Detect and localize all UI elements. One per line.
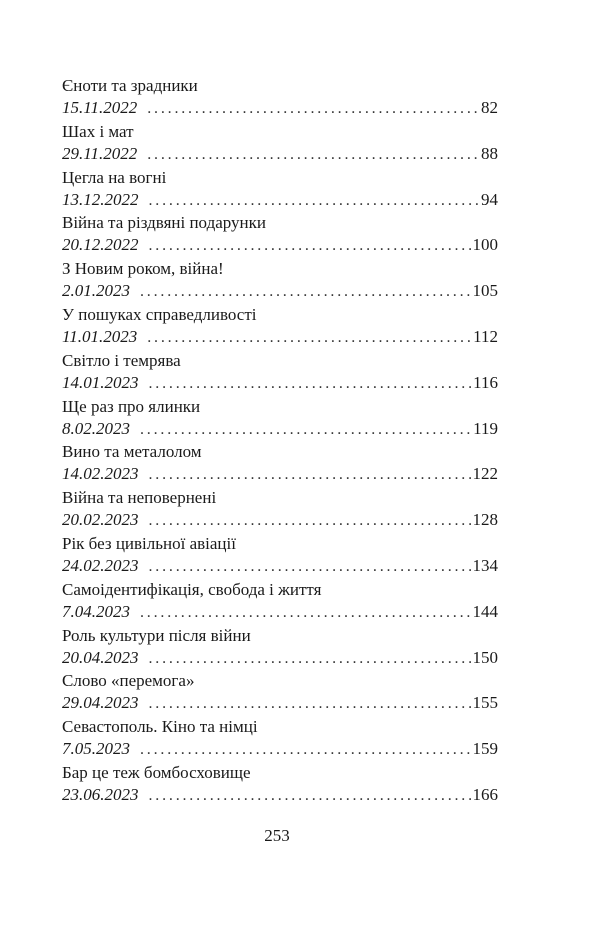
dot-leader — [147, 144, 479, 166]
dot-leader — [149, 556, 471, 578]
dot-leader — [149, 190, 480, 212]
entry-title: Шах і мат — [62, 121, 134, 141]
entry-page-number: 159 — [472, 739, 498, 759]
toc-entry — [62, 625, 498, 671]
dot-leader — [140, 739, 471, 761]
entry-page-number: 112 — [473, 326, 498, 346]
entry-page-number: 119 — [473, 418, 498, 438]
entry-title: Вино та металолом — [62, 442, 202, 462]
entry-title: Рік без цивільної авіації — [62, 533, 236, 553]
entry-page-number: 155 — [472, 693, 498, 713]
dot-leader — [149, 693, 471, 715]
entry-page-number: 116 — [473, 372, 498, 392]
entry-title: Самоідентифікація, свобода і життя — [62, 579, 322, 599]
dot-leader — [140, 281, 471, 303]
toc-entry — [62, 167, 498, 213]
entry-title: Ще раз про ялинки — [62, 396, 201, 416]
entry-page-number: 134 — [472, 555, 498, 575]
entry-date: 20.12.2022 — [62, 235, 139, 255]
entry-title: Світло і темрява — [62, 350, 181, 370]
entry-title: Слово «перемога» — [62, 671, 195, 691]
entry-date: 11.01.2023 — [62, 326, 138, 346]
entry-line — [62, 143, 498, 166]
toc-entry — [62, 533, 498, 579]
entry-date: 15.11.2022 — [62, 98, 138, 117]
entry-date: 7.04.2023 — [62, 601, 130, 621]
entry-date: 29.04.2023 — [62, 693, 139, 713]
entry-line — [62, 555, 498, 578]
entry-page-number: 144 — [472, 601, 498, 621]
entry-line — [62, 647, 498, 670]
entry-line — [62, 692, 498, 715]
dot-leader — [147, 98, 479, 120]
entry-date: 2.01.2023 — [62, 281, 130, 301]
toc-entry — [62, 121, 498, 167]
toc-entry — [62, 304, 498, 350]
entry-line — [62, 418, 498, 441]
entry-line — [62, 326, 498, 349]
dot-leader — [149, 510, 471, 532]
toc-entry — [62, 396, 498, 442]
dot-leader — [149, 464, 471, 486]
entry-title: У пошуках справедливості — [62, 304, 257, 324]
toc-entry — [62, 258, 498, 304]
dot-leader — [149, 235, 471, 257]
dot-leader — [140, 419, 471, 441]
entry-page-number: 82 — [481, 98, 498, 117]
entry-page-number: 100 — [472, 235, 498, 255]
entry-page-number: 122 — [472, 464, 498, 484]
entry-line — [62, 509, 498, 532]
toc-entry — [62, 75, 498, 121]
entry-date: 14.01.2023 — [62, 372, 139, 392]
entry-date: 20.04.2023 — [62, 647, 139, 667]
toc-entry — [62, 579, 498, 625]
toc-entry — [62, 762, 498, 808]
entry-line — [62, 97, 498, 120]
entry-title: Єноти та зрадники — [62, 76, 198, 95]
entry-page-number: 150 — [472, 647, 498, 667]
entry-title: Війна та неповернені — [62, 488, 217, 508]
toc-entry — [62, 350, 498, 396]
dot-leader — [149, 785, 471, 807]
toc-entry — [62, 212, 498, 258]
entry-date: 8.02.2023 — [62, 418, 130, 438]
entry-date: 7.05.2023 — [62, 739, 130, 759]
entry-page-number: 105 — [472, 281, 498, 301]
entry-date: 13.12.2022 — [62, 189, 139, 209]
entry-line — [62, 463, 498, 486]
page-number-footer: 253 — [264, 826, 290, 845]
entry-date: 29.11.2022 — [62, 143, 138, 163]
entry-title: Роль культури після війни — [62, 625, 251, 645]
entry-title: Цегла на вогні — [62, 167, 167, 187]
entry-title: Севастополь. Кіно та німці — [62, 717, 258, 737]
dot-leader — [140, 602, 471, 624]
entry-date: 20.02.2023 — [62, 510, 139, 530]
entry-date: 23.06.2023 — [62, 784, 139, 804]
entry-page-number: 94 — [481, 189, 498, 209]
entry-line — [62, 189, 498, 212]
dot-leader — [149, 648, 471, 670]
dot-leader — [147, 327, 471, 349]
toc-entry — [62, 716, 498, 762]
toc-entry — [62, 487, 498, 533]
toc-entry — [62, 441, 498, 487]
table-of-contents — [62, 75, 498, 808]
entry-date: 14.02.2023 — [62, 464, 139, 484]
entry-line — [62, 372, 498, 395]
entry-title: З Новим роком, війна! — [62, 259, 224, 279]
entry-title: Бар це теж бомбосховище — [62, 762, 251, 782]
entry-page-number: 128 — [472, 510, 498, 530]
entry-title: Війна та різдвяні подарунки — [62, 213, 266, 233]
entry-line — [62, 234, 498, 257]
entry-date: 24.02.2023 — [62, 555, 139, 575]
entry-page-number: 166 — [472, 784, 498, 804]
entry-line — [62, 280, 498, 303]
entry-line — [62, 601, 498, 624]
entry-line — [62, 738, 498, 761]
entry-page-number: 88 — [481, 143, 498, 163]
toc-entry — [62, 670, 498, 716]
entry-line — [62, 784, 498, 807]
dot-leader — [149, 373, 472, 395]
